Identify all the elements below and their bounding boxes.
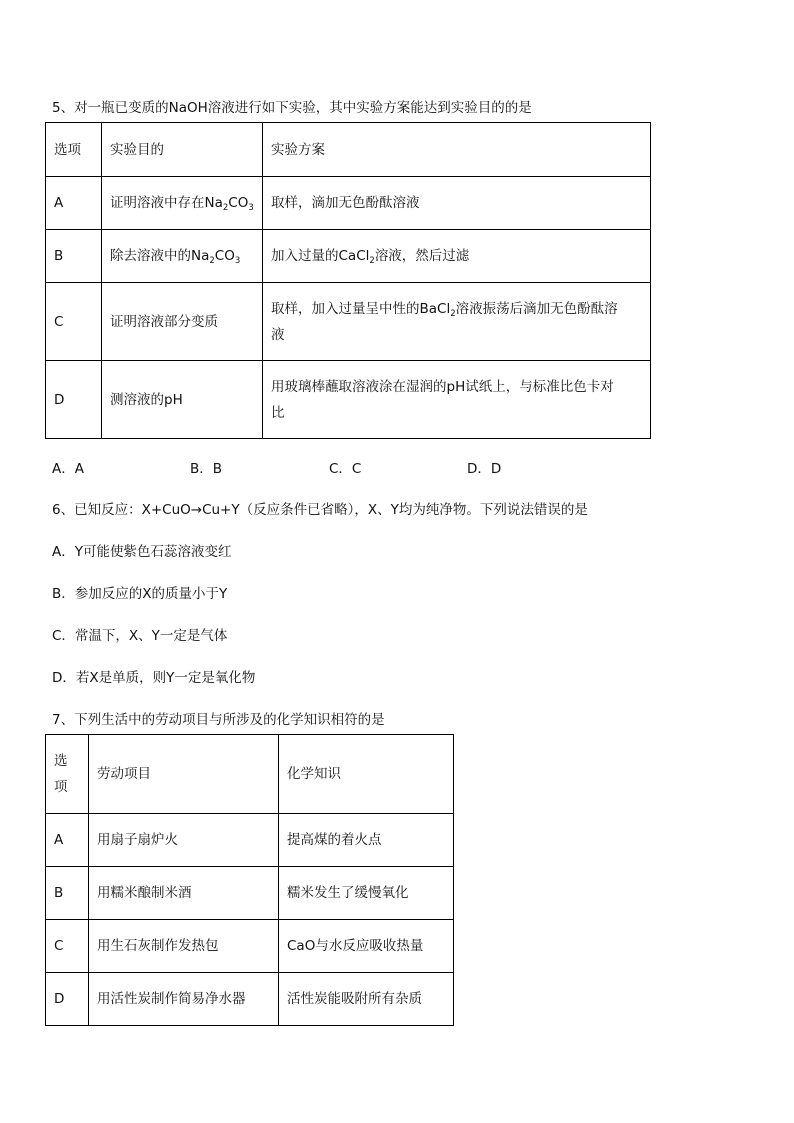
q6-stem: 6、已知反应：X+CuO→Cu+Y（反应条件已省略），X、Y均为纯净物。下列说法错误的是 (52, 502, 588, 518)
plan-text: 取样，加入过量呈中性的 (271, 300, 420, 317)
subscript: 3 (248, 203, 254, 213)
header-cell-option: 选项 (46, 123, 102, 177)
table-header-row (46, 123, 651, 177)
q7-stem: 7、下列生活中的劳动项目与所涉及的化学知识相符的是 (52, 712, 385, 728)
knowledge-cell: 活性炭能吸附所有杂质 (279, 973, 454, 1026)
plan-text-line2: 液 (271, 326, 285, 343)
answer-option-c[interactable]: C．C (329, 461, 362, 477)
item-cell: 用糯米酿制米酒 (89, 867, 279, 920)
q5-answer-options (52, 459, 612, 479)
header-cell-plan: 实验方案 (263, 123, 651, 177)
table-row (46, 920, 454, 973)
q5-stem: 5、对一瓶已变质的NaOH溶液进行如下实验，其中实验方案能达到实验目的的是 (52, 100, 532, 116)
header-cell-option (46, 735, 89, 814)
plan-text: 用玻璃棒蘸取溶液涂在湿润的pH试纸上，与标准比色卡对 (271, 378, 614, 395)
subscript: 2 (450, 308, 456, 319)
plan-text-line2: 比 (271, 404, 285, 421)
table-row (46, 814, 454, 867)
formula-text: Na (191, 248, 210, 264)
header-text: 选 (54, 753, 68, 769)
option-cell: A (46, 177, 102, 230)
item-cell: 用活性炭制作简易净水器 (89, 973, 279, 1026)
goal-cell (102, 177, 263, 230)
plan-text: 加入过量的 (271, 248, 339, 264)
answer-option-b[interactable]: B．B (190, 461, 223, 477)
option-cell: C (46, 283, 102, 361)
header-cell-knowledge: 化学知识 (279, 735, 454, 814)
goal-text: 证明溶液中存在 (110, 195, 205, 211)
knowledge-cell: 提高煤的着火点 (279, 814, 454, 867)
goal-cell: 测溶液的pH (102, 361, 263, 439)
q6-choice-a[interactable]: A．Y可能使紫色石蕊溶液变红 (52, 544, 232, 560)
formula-text: BaCl (419, 300, 451, 317)
answer-option-d[interactable]: D．D (467, 461, 502, 477)
option-cell: D (46, 361, 102, 439)
q6-choice-c[interactable]: C．常温下，X、Y一定是气体 (52, 628, 228, 644)
knowledge-cell: 糯米发生了缓慢氧化 (279, 867, 454, 920)
subscript: 2 (209, 256, 215, 266)
header-cell-item: 劳动项目 (89, 735, 279, 814)
goal-text: 除去溶液中的 (110, 248, 191, 264)
option-cell: C (46, 920, 89, 973)
goal-cell (102, 230, 263, 283)
formula-text: CaCl (338, 248, 370, 264)
q5-table (45, 122, 651, 439)
subscript: 2 (369, 256, 375, 266)
table-row (46, 230, 651, 283)
table-row (46, 361, 651, 439)
header-cell-goal: 实验目的 (102, 123, 263, 177)
header-text: 项 (54, 779, 68, 795)
table-row (46, 177, 651, 230)
plan-cell (263, 283, 651, 361)
table-row (46, 867, 454, 920)
plan-cell (263, 230, 651, 283)
plan-cell (263, 361, 651, 439)
subscript: 2 (222, 203, 229, 213)
item-cell: 用生石灰制作发热包 (89, 920, 279, 973)
option-cell: A (46, 814, 89, 867)
option-cell: B (46, 230, 102, 283)
option-cell: B (46, 867, 89, 920)
answer-option-a[interactable]: A．A (52, 461, 84, 477)
table-row (46, 283, 651, 361)
plan-cell: 取样，滴加无色酚酞溶液 (263, 177, 651, 230)
table-row (46, 973, 454, 1026)
q7-table (45, 734, 454, 1026)
option-cell: D (46, 973, 89, 1026)
goal-cell: 证明溶液部分变质 (102, 283, 263, 361)
plan-text: 溶液，然后过滤 (374, 248, 470, 264)
subscript: 3 (234, 256, 241, 266)
formula-text: CO (228, 195, 249, 211)
item-cell: 用扇子扇炉火 (89, 814, 279, 867)
knowledge-cell: CaO与水反应吸收热量 (279, 920, 454, 973)
q6-choice-d[interactable]: D．若X是单质，则Y一定是氧化物 (52, 670, 256, 686)
formula-text: Na (204, 195, 223, 211)
formula-text: CO (214, 248, 235, 264)
q6-choice-b[interactable]: B．参加反应的X的质量小于Y (52, 586, 228, 602)
plan-text: 溶液振荡后滴加无色酚酞溶 (455, 300, 618, 317)
table-header-row (46, 735, 454, 814)
